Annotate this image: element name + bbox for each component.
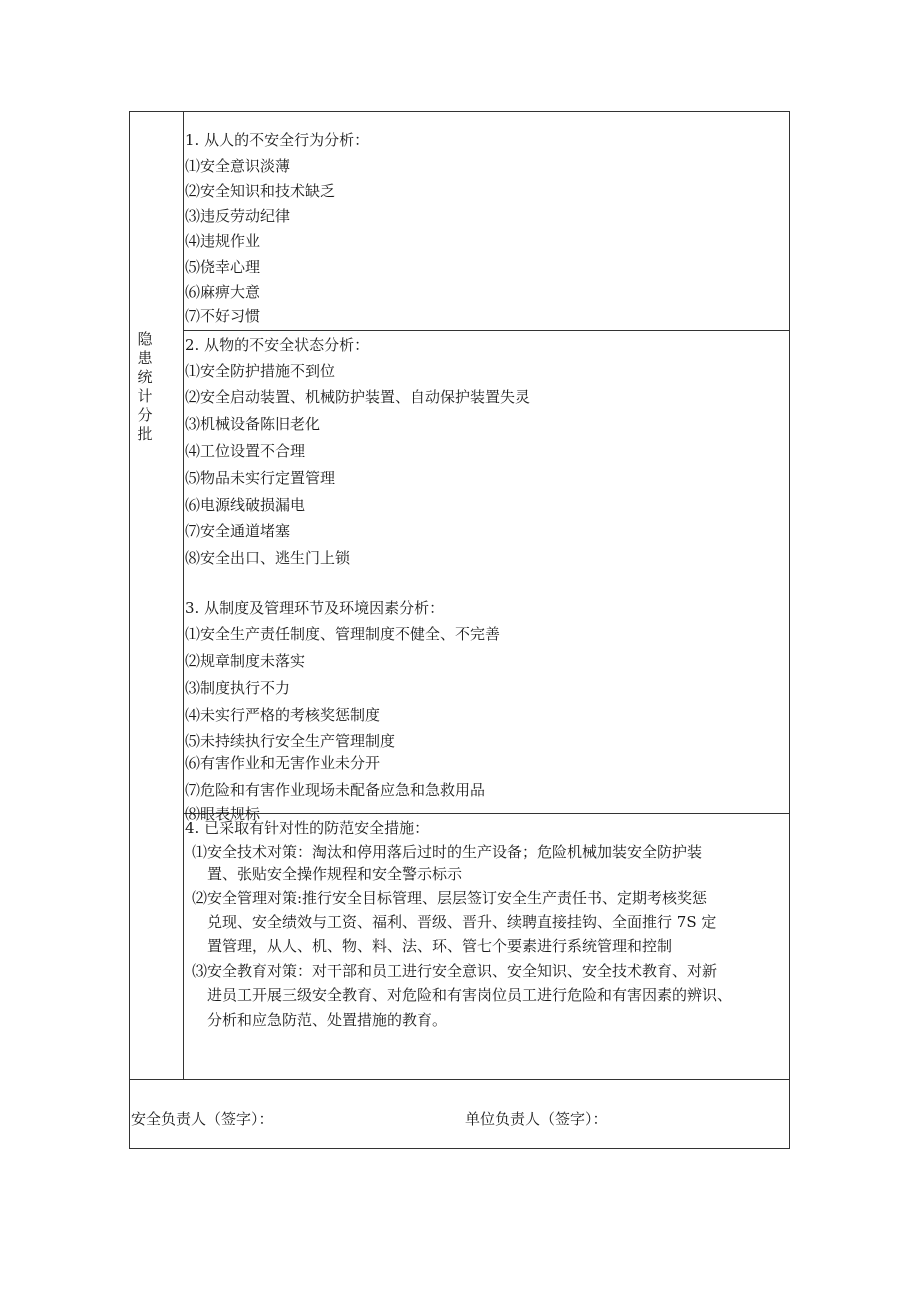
measure-education-cont: 进员工开展三级安全教育、对危险和有害岗位员工进行危险和有害因素的辨识、 bbox=[207, 986, 733, 1004]
side-label-char: 计 bbox=[137, 387, 153, 405]
section2-heading: 2. 从物的不安全状态分析： bbox=[185, 336, 370, 354]
list-item: ⑹麻痹大意 bbox=[185, 283, 261, 301]
side-label-char: 隐 bbox=[137, 330, 153, 348]
measure-management: ⑵安全管理对策:推行安全目标管理、层层签订安全生产责任书、定期考核奖惩 bbox=[192, 889, 708, 907]
list-item: ⑶机械设备陈旧老化 bbox=[185, 415, 321, 433]
list-item: ⑵安全知识和技术缺乏 bbox=[185, 182, 336, 200]
row-divider-2 bbox=[183, 813, 790, 814]
list-item: ⑷违规作业 bbox=[185, 232, 261, 250]
list-item: ⑷工位设置不合理 bbox=[185, 442, 306, 460]
list-item: ⑴安全防护措施不到位 bbox=[185, 362, 336, 380]
side-label bbox=[130, 330, 160, 444]
list-item: ⑴安全生产责任制度、管理制度不健全、不完善 bbox=[185, 625, 501, 643]
list-item: ⑷未实行严格的考核奖惩制度 bbox=[185, 706, 381, 724]
list-item: ⑻安全出口、逃生门上锁 bbox=[185, 549, 351, 567]
side-label-char: 批 bbox=[137, 425, 153, 443]
list-item: ⑹有害作业和无害作业未分开 bbox=[185, 754, 381, 772]
section3-heading: 3. 从制度及管理环节及环境因素分析： bbox=[185, 599, 445, 617]
list-item: ⑴安全意识淡薄 bbox=[185, 157, 291, 175]
list-item: ⑻眼表规标 bbox=[185, 805, 261, 823]
row-divider-footer bbox=[129, 1079, 790, 1080]
side-label-char: 统 bbox=[137, 368, 153, 386]
safety-signer-label: 安全负责人（签字）： bbox=[131, 1110, 274, 1128]
measure-education-cont: 分析和应急防范、处置措施的教育。 bbox=[207, 1011, 448, 1029]
list-item: ⑺危险和有害作业现场未配备应急和急救用品 bbox=[185, 781, 486, 799]
measure-technical-cont: 置、张贴安全操作规程和安全警示标示 bbox=[207, 865, 463, 883]
list-item: ⑸物品未实行定置管理 bbox=[185, 469, 336, 487]
list-item: ⑸侥幸心理 bbox=[185, 258, 261, 276]
measure-education: ⑶安全教育对策：对干部和员工进行安全意识、安全知识、安全技术教育、对新 bbox=[192, 962, 718, 980]
row-divider-1 bbox=[183, 330, 790, 331]
list-item: ⑵安全启动装置、机械防护装置、自动保护装置失灵 bbox=[185, 388, 531, 406]
list-item: ⑹电源线破损漏电 bbox=[185, 496, 306, 514]
side-label-char: 患 bbox=[137, 349, 153, 367]
column-divider bbox=[183, 111, 184, 1079]
clipped-row bbox=[184, 805, 789, 823]
list-item: ⑵规章制度未落实 bbox=[185, 652, 306, 670]
list-item: ⑶制度执行不力 bbox=[185, 679, 291, 697]
section4-heading: 4. 已采取有针对性的防范安全措施： bbox=[185, 819, 430, 837]
list-item: ⑶违反劳动纪律 bbox=[185, 207, 291, 225]
section1-heading: 1. 从人的不安全行为分析： bbox=[185, 131, 370, 149]
measure-management-cont: 兑现、安全绩效与工资、福利、晋级、晋升、续聘直接挂钩、全面推行 7S 定 bbox=[207, 913, 717, 931]
list-item: ⑺不好习惯 bbox=[185, 307, 261, 325]
measure-management-cont: 置管理，从人、机、物、料、法、环、管七个要素进行系统管理和控制 bbox=[207, 937, 673, 955]
measure-technical: ⑴安全技术对策：淘汰和停用落后过时的生产设备；危险机械加装安全防护装 bbox=[192, 843, 703, 861]
list-item: ⑺安全通道堵塞 bbox=[185, 522, 291, 540]
list-item: ⑸未持续执行安全生产管理制度 bbox=[185, 732, 396, 750]
unit-signer-label: 单位负责人（签字）： bbox=[465, 1110, 608, 1128]
side-label-char: 分 bbox=[137, 406, 153, 424]
